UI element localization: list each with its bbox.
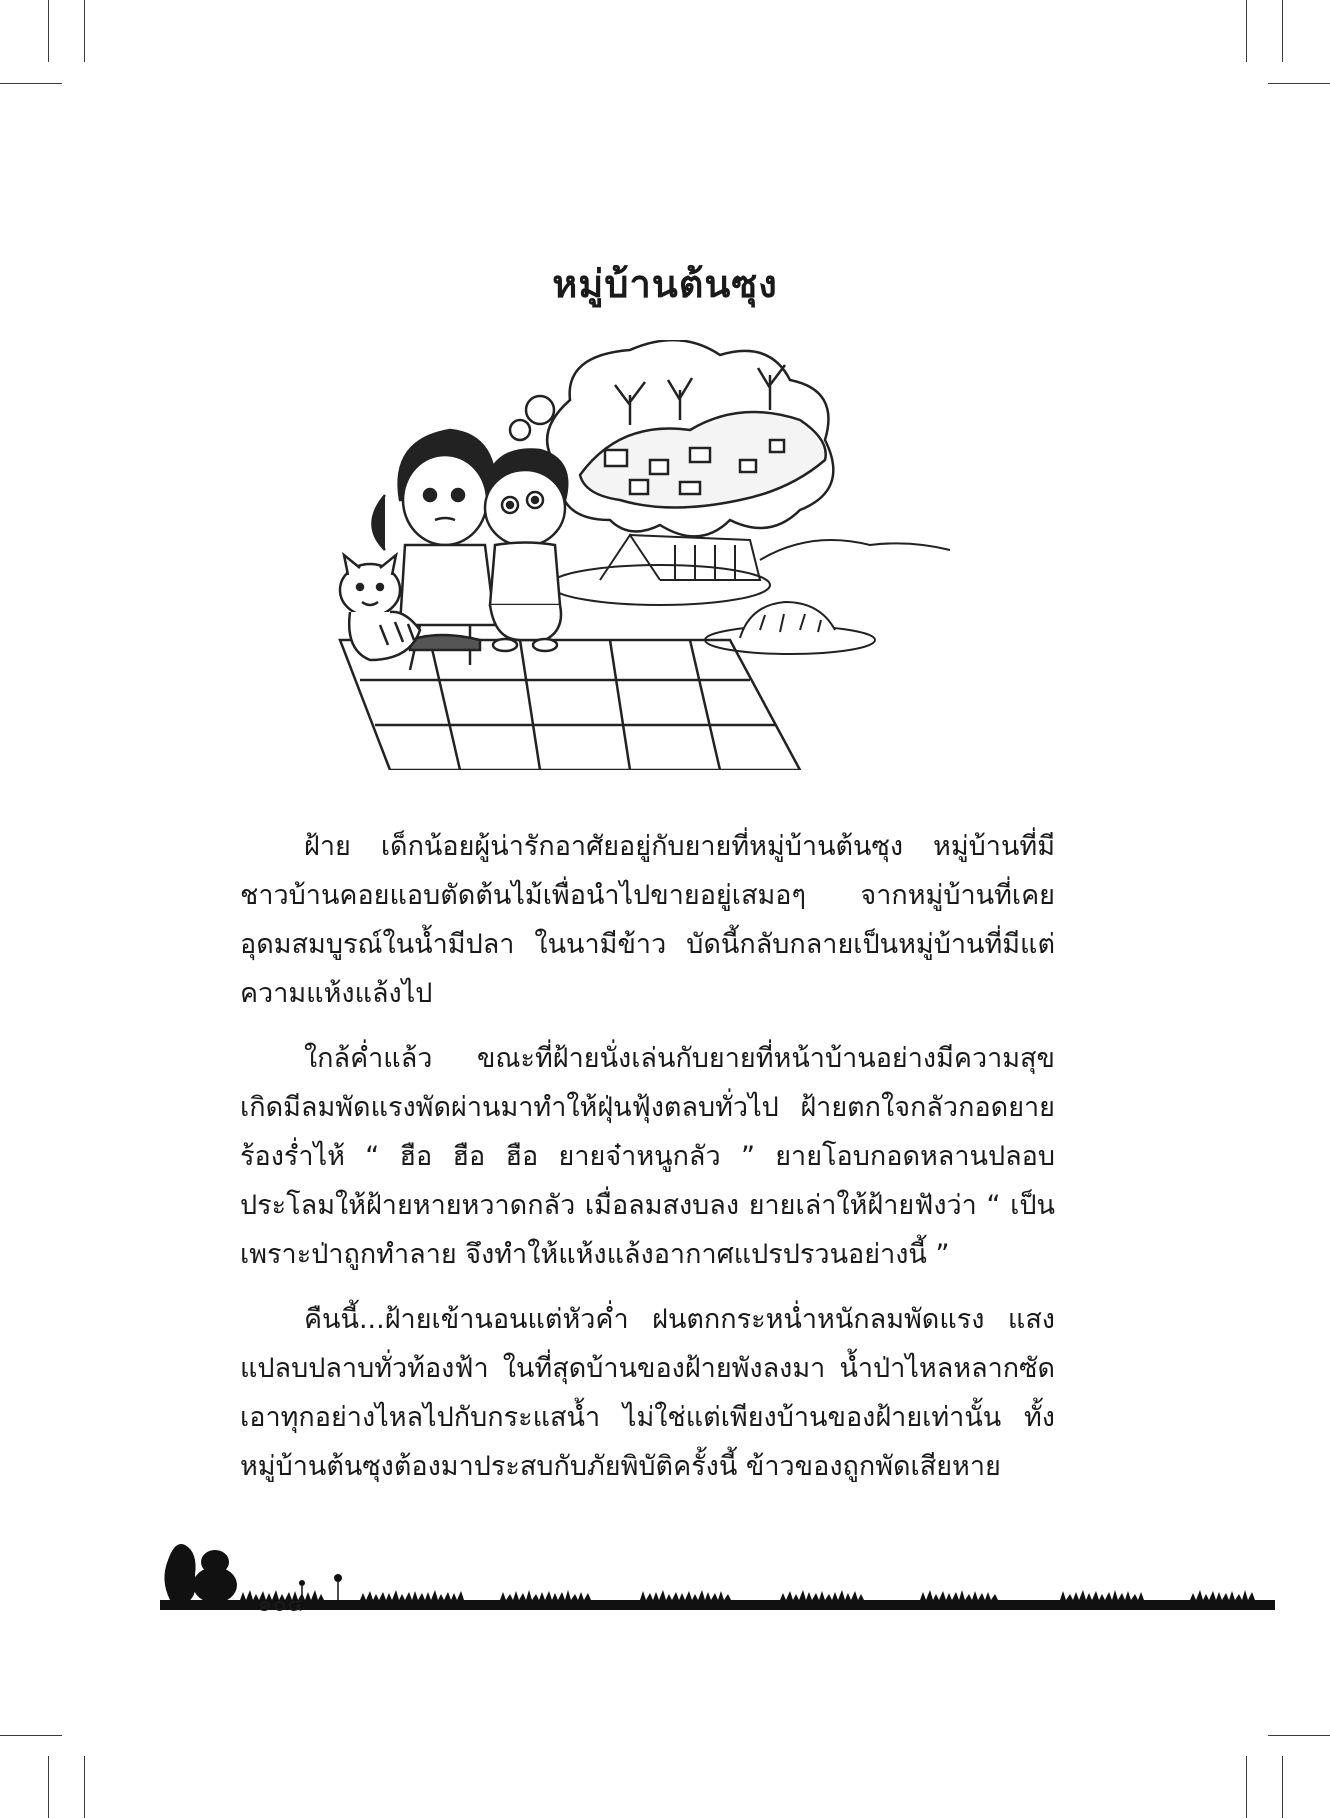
story-illustration [330,340,1020,770]
crop-mark [0,83,62,84]
crop-mark [1268,1735,1330,1736]
paragraph: ฝ้าย เด็กน้อยผู้น่ารักอาศัยอยู่กับยายที่หมู่บ้านต้นซุง หมู่บ้านที่มีชาวบ้านคอยแอบตัดต้นไม้เพื่อนำไปขายอยู่เสมอๆ จากหมู่บ้านที่เคยอุดมสมบูรณ์ในน้ำมีปลา ในนามีข้าว บัดนี้กลับกลายเป็นหมู่บ้านที่มีแต่ความแห้งแล้งไป [240,831,1055,1009]
flooded-hut [550,535,950,605]
crop-mark [1246,0,1247,62]
tree-silhouette [164,1544,237,1607]
crop-mark [84,0,85,62]
boy-character [485,449,567,651]
story-body [240,822,1055,1507]
wooden-dock [340,640,800,770]
page-title: หมู่บ้านต้นซุง [552,262,778,307]
crop-mark [1282,0,1283,62]
paragraph: คืนนี้...ฝ้ายเข้านอนแต่หัวค่ำ ฝนตกกระหน่ำหนักลมพัดแรง แสงแปลบปลาบทั่วท้องฟ้า ในที่สุดบ้านของฝ้ายพังลงมา น้ำป่าไหลหลากซัดเอาทุกอย่างไหลไปกับกระแสน้ำ ไม่ใช่แต่เพียงบ้านของฝ้ายเท่านั้น ทั้งหมู่บ้านต้นซุงต้องมาประสบกับภัยพิบัติครั้งนี้ ข้าวของถูกพัดเสียหาย [240,1304,1055,1482]
crop-mark [84,1756,85,1818]
crop-mark [48,0,49,62]
crop-mark [48,1756,49,1818]
crop-mark [1246,1756,1247,1818]
crop-mark [1282,1756,1283,1818]
footer-grass-decoration [160,1540,1275,1610]
crop-mark [1268,83,1330,84]
paragraph: ใกล้ค่ำแล้ว ขณะที่ฝ้ายนั่งเล่นกับยายที่หน้าบ้านอย่างมีความสุข เกิดมีลมพัดแรงพัดผ่านมาทำให้ฝุ่นฟุ้งตลบทั่วไป ฝ้ายตกใจกลัวกอดยายร้องร่ำไห้ “ ฮือ ฮือ ฮือ ยายจ๋าหนูกลัว ” ยายโอบกอดหลานปลอบประโลมให้ฝ้ายหายหวาดกลัว เมื่อลมสงบลง ยายเล่าให้ฝ้ายฟังว่า “ เป็นเพราะป่าถูกทำลาย จึงทำให้แห้งแล้งอากาศแปรปรวนอย่างนี้ ” [240,1043,1055,1270]
page-number: ๑๐๔ [258,1592,306,1617]
grass-line [160,1590,1275,1610]
crop-mark [0,1735,62,1736]
